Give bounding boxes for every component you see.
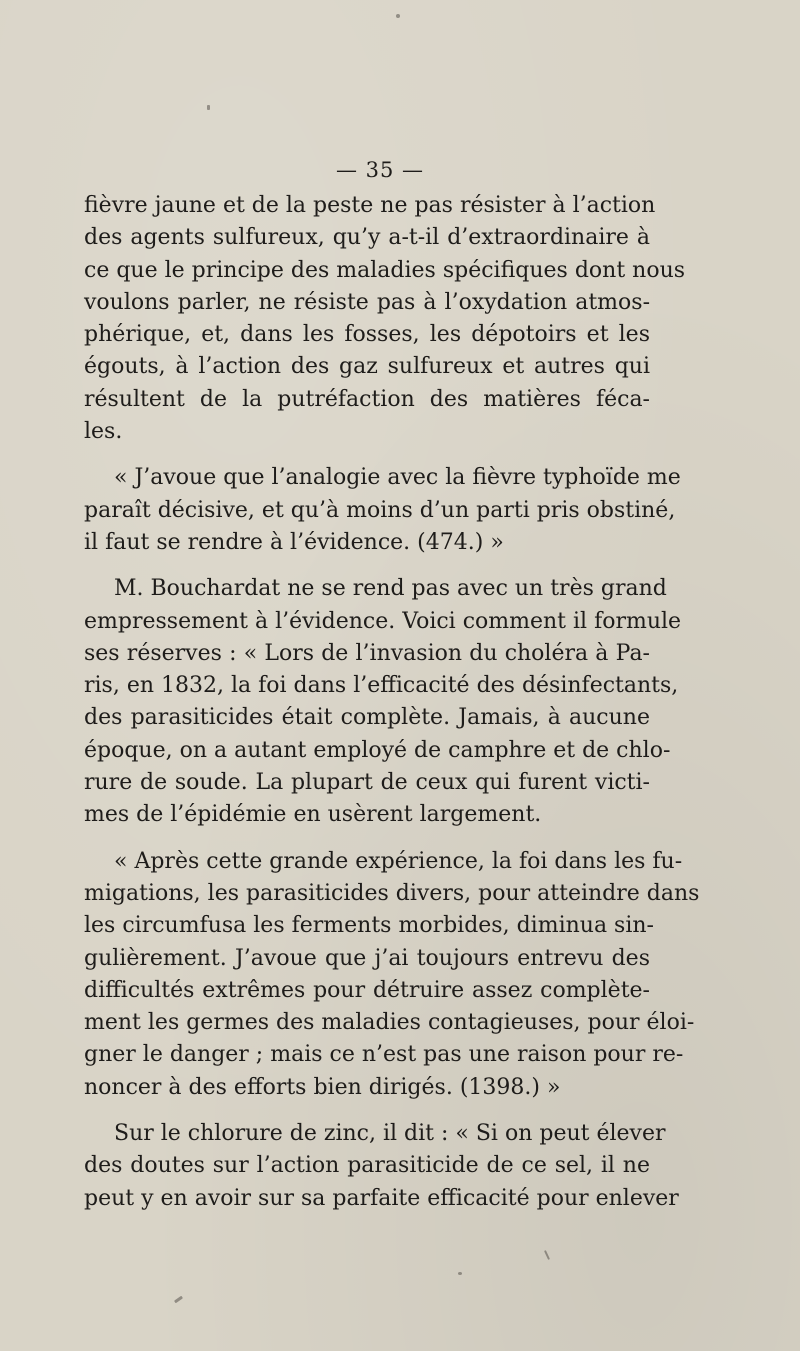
ink-speck <box>458 1272 462 1275</box>
text-line: fièvre jaune et de la peste ne pas résister à l’action <box>84 193 656 218</box>
text-line: noncer à des efforts bien dirigés. (1398.) » <box>84 1074 561 1100</box>
text-line: rure de soude. La plupart de ceux qui furent victi- <box>84 770 650 796</box>
text-line: des parasiticides était complète. Jamais, à aucune <box>84 705 650 731</box>
ink-speck <box>396 14 400 18</box>
ink-speck <box>174 1296 183 1304</box>
text-line: égouts, à l’action des gaz sulfureux et autres qui <box>84 354 650 380</box>
text-line: Sur le chlorure de zinc, il dit : « Si on peut élever <box>114 1121 666 1147</box>
text-line: gulièrement. J’avoue que j’ai toujours entrevu des <box>84 945 650 971</box>
text-line: des doutes sur l’action parasiticide de ce sel, il ne <box>84 1153 650 1179</box>
text-line: ment les germes des maladies contagieuses, pour éloi- <box>84 1010 695 1036</box>
paragraph <box>84 846 700 1104</box>
ink-speck <box>207 105 210 110</box>
text-line: difficultés extrêmes pour détruire assez complète- <box>84 977 650 1003</box>
text-line: ce que le principe des maladies spécifiques dont nous <box>84 257 686 283</box>
text-line: M. Bouchardat ne se rend pas avec un très grand <box>114 576 667 602</box>
text-line: migations, les parasiticides divers, pour atteindre dans <box>84 880 700 906</box>
ink-speck <box>544 1250 550 1260</box>
text-line: les circumfusa les ferments morbides, diminua sin- <box>84 913 654 939</box>
text-line: les. <box>84 419 123 445</box>
text-line: époque, on a autant employé de camphre et de chlo- <box>84 737 671 763</box>
text-line: mes de l’épidémie en usèrent largement. <box>84 802 542 828</box>
text-line: « J’avoue que l’analogie avec la fièvre typhoïde me <box>114 465 681 491</box>
page-number: — 35 — <box>335 158 425 182</box>
text-line: résultent de la putréfaction des matières féca- <box>84 386 650 412</box>
text-line: des agents sulfureux, qu’y a-t-il d’extraordinaire à <box>84 225 650 251</box>
text-line: paraît décisive, et qu’à moins d’un parti pris obstiné, <box>84 497 676 523</box>
text-line: peut y en avoir sur sa parfaite efficacité pour enlever <box>84 1185 679 1211</box>
text-line: « Après cette grande expérience, la foi dans les fu- <box>114 848 683 874</box>
paragraph <box>84 573 682 831</box>
paragraph <box>84 1118 679 1215</box>
text-line: ses réserves : « Lors de l’invasion du choléra à Pa- <box>84 640 650 666</box>
text-line: voulons parler, ne résiste pas à l’oxydation atmos- <box>84 289 650 315</box>
paragraph <box>84 462 681 559</box>
text-line: il faut se rendre à l’évidence. (474.) » <box>84 529 504 555</box>
paragraph <box>84 190 686 448</box>
text-line: empressement à l’évidence. Voici comment il formule <box>84 608 682 634</box>
body-text <box>84 190 700 1215</box>
text-line: phérique, et, dans les fosses, les dépotoirs et les <box>84 322 650 348</box>
text-line: ris, en 1832, la foi dans l’efficacité des désinfectants, <box>84 673 679 699</box>
text-line: gner le danger ; mais ce n’est pas une raison pour re- <box>84 1042 684 1068</box>
